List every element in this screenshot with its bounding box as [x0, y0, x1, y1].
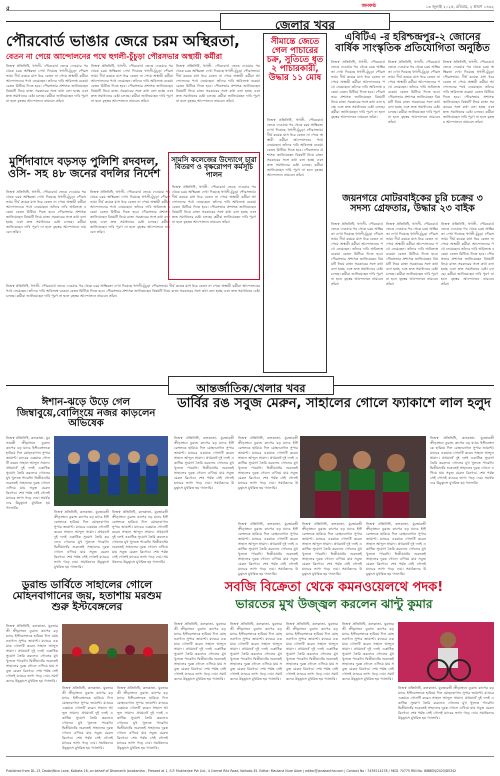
- article-body: নিজস্ব প্রতিনিধি, কলকাতা- যুবভারতী ক্রীড়াঙ্গনে ডুরান্ড কাপের বড় ম্যাচে ইস্টবেঙ্গলকে হারিয়ে দিল মোহনবাগান সুপার জায়ান্ট। ম্যাচের একমাত্র গোলটি করেন সাহাল আব্দুল সামাদ। প্রথমার্ধে দুই দলই একাধিক সুযোগ তৈরি করলেও গোলের মুখ খুলতে পারেনি। দ্বিতীয়ার্ধের শুরুতেই সাহালের দুরন্ত গোলে এগিয়ে যায় সবুজ মেরুন ব্রিগেড। শেষ পর্যন্ত সেই গোলই ম্যাচের ভাগ্য গড়ে দেয়। সমর্থকদের উচ্ছ্বাসে মুখরিত হয় গ্যালারি।: [112, 510, 168, 564]
- article-body: নিজস্ব প্রতিনিধি, হুগলী- পৌরবোর্ড ভেঙে দেওয়ার পর থেকে চরম অস্থিরতা দেখা দিয়েছে হুগলী-চুঁচুড়া পৌরসভায়। দীর্ঘ কয়েক মাস ধরে বেতন না পেয়ে অস্থায়ী কর্মীরা আন্দোলনের পথে নেমেছেন। তাঁদের দাবি অবিলম্বে বকেয়া বেতন মিটিয়ে দিতে হবে। পৌরসভার প্রশাসক জানিয়েছেন বিষয়টি নিয়ে রাজ্য সরকারের সঙ্গে কথা বলা হচ্ছে এবং দ্রুত সমাধানের চেষ্টা চলছে। কর্মীরা জানিয়েছেন দাবি পূরণ না হলে বৃহত্তর আন্দোলনে নামবেন তাঁরা।: [441, 222, 494, 286]
- article-body: নিজস্ব প্রতিনিধি, কলকাতা- যুবভারতী ক্রীড়াঙ্গনে ডুরান্ড কাপের বড় ম্যাচে ইস্টবেঙ্গলকে হারিয়ে দিল মোহনবাগান সুপার জায়ান্ট। ম্যাচের একমাত্র গোলটি করেন সাহাল আব্দুল সামাদ। প্রথমার্ধে দুই দলই একাধিক সুযোগ তৈরি করলেও গোলের মুখ খুলতে পারেনি। দ্বিতীয়ার্ধের শুরুতেই সাহালের দুরন্ত গোলে এগিয়ে যায় সবুজ মেরুন ব্রিগেড। শেষ পর্যন্ত সেই গোলই ম্যাচের ভাগ্য গড়ে দেয়। সমর্থকদের উচ্ছ্বাসে মুখরিত হয় গ্যালারি।: [302, 522, 362, 576]
- article-body: নিজস্ব প্রতিনিধি, হুগলী- পৌরবোর্ড ভেঙে দেওয়ার পর থেকে চরম অস্থিরতা দেখা দিয়েছে হুগলী-চুঁচুড়া পৌরসভায়। দীর্ঘ কয়েক মাস ধরে বেতন না পেয়ে অস্থায়ী কর্মীরা আন্দোলনের পথে নেমেছেন। তাঁদের দাবি অবিলম্বে বকেয়া বেতন মিটিয়ে দিতে হবে। পৌরসভার প্রশাসক জানিয়েছেন বিষয়টি নিয়ে রাজ্য সরকারের সঙ্গে কথা বলা হচ্ছে এবং দ্রুত সমাধানের চেষ্টা চলছে। কর্মীরা জানিয়েছেন দাবি পূরণ না হলে বৃহত্তর আন্দোলনে নামবেন তাঁরা।: [331, 222, 383, 286]
- photo-football-celebration: [300, 436, 426, 518]
- news-box-smuggling: [263, 33, 327, 373]
- article-body: নিজস্ব প্রতিনিধি, কলকাতা- যুবভারতী ক্রীড়াঙ্গনে ডুরান্ড কাপের বড় ম্যাচে ইস্টবেঙ্গলকে হারিয়ে দিল মোহনবাগান সুপার জায়ান্ট। ম্যাচের একমাত্র গোলটি করেন সাহাল আব্দুল সামাদ। প্রথমার্ধে দুই দলই একাধিক সুযোগ তৈরি করলেও গোলের মুখ খুলতে পারেনি। দ্বিতীয়ার্ধের শুরুতেই সাহালের দুরন্ত গোলে এগিয়ে যায় সবুজ মেরুন ব্রিগেড। শেষ পর্যন্ত সেই গোলই ম্যাচের ভাগ্য গড়ে দেয়। সমর্থকদের উচ্ছ্বাসে মুখরিত হয় গ্যালারি।: [398, 686, 494, 720]
- article-body: নিজস্ব প্রতিনিধি, কলকাতা- যুবভারতী ক্রীড়াঙ্গনে ডুরান্ড কাপের বড় ম্যাচে ইস্টবেঙ্গলকে হারিয়ে দিল মোহনবাগান সুপার জায়ান্ট। ম্যাচের একমাত্র গোলটি করেন সাহাল আব্দুল সামাদ। প্রথমার্ধে দুই দলই একাধিক সুযোগ তৈরি করলেও গোলের মুখ খুলতে পারেনি। দ্বিতীয়ার্ধের শুরুতেই সাহালের দুরন্ত গোলে এগিয়ে যায় সবুজ মেরুন ব্রিগেড। শেষ পর্যন্ত সেই গোলই ম্যাচের ভাগ্য গড়ে দেয়। সমর্থকদের উচ্ছ্বাসে মুখরিত হয় গ্যালারি।: [238, 436, 298, 490]
- article-body: নিজস্ব প্রতিনিধি, হুগলী- পৌরবোর্ড ভেঙে দেওয়ার পর থেকে চরম অস্থিরতা দেখা দিয়েছে হুগলী-চুঁচুড়া পৌরসভায়। দীর্ঘ কয়েক মাস ধরে বেতন না পেয়ে অস্থায়ী কর্মীরা আন্দোলনের পথে নেমেছেন। তাঁদের দাবি অবিলম্বে বকেয়া বেতন মিটিয়ে দিতে হবে। পৌরসভার প্রশাসক জানিয়েছেন বিষয়টি নিয়ে রাজ্য সরকারের সঙ্গে কথা বলা হচ্ছে এবং দ্রুত সমাধানের চেষ্টা চলছে। কর্মীরা জানিয়েছেন দাবি পূরণ না হলে বৃহত্তর আন্দোলনে নামবেন তাঁরা।: [443, 60, 494, 124]
- headline-murshidabad: মুর্শিদাবাদে বড়সড় পুলিশি রদবদল, ওসি- সহ ৪৮ জনের বদলির নির্দেশ: [7, 155, 161, 180]
- article-body: নিজস্ব প্রতিনিধি, হুগলী- পৌরবোর্ড ভেঙে দেওয়ার পর থেকে চরম অস্থিরতা দেখা দিয়েছে হুগলী-চুঁচুড়া পৌরসভায়। দীর্ঘ কয়েক মাস ধরে বেতন না পেয়ে অস্থায়ী কর্মীরা আন্দোলনের পথে নেমেছেন। তাঁদের দাবি অবিলম্বে বকেয়া বেতন মিটিয়ে দিতে হবে। পৌরসভার প্রশাসক জানিয়েছেন বিষয়টি নিয়ে রাজ্য সরকারের সঙ্গে কথা বলা হচ্ছে এবং দ্রুত সমাধানের চেষ্টা চলছে। কর্মীরা জানিয়েছেন দাবি পূরণ না হলে বৃহত্তর আন্দোলনে নামবেন তাঁরা।: [6, 284, 260, 298]
- headline-jaynagar: জয়নগরে মোটরবাইকের চুরি চক্রের ৩ সদস্য গ্রেফতার, উদ্ধার ২৩ বাইক: [342, 193, 483, 214]
- section-title-international-sports: আন্তর্জাতিক/খেলার খবর: [168, 376, 334, 395]
- footer-imprint: Published from DL-13, Dadar/Nice Lane, Kolkata-16, on behalf of Dhamanik Janakantha , Pressed at 1, S.P. Mukherjee Pvt Ltd., 4 Carmel Ritz Road, Kolkata-35. Editor: Maulana Nure Alam | editor@janakantha.com | Contact No : 7439214278 / 9831 70775 RNI No. WBBEN/2025/85342: [6, 756, 494, 764]
- page-header: [6, 3, 494, 11]
- article-body: নিজস্ব প্রতিনিধি, কলকাতা- যুবভারতী ক্রীড়াঙ্গনে ডুরান্ড কাপের বড় ম্যাচে ইস্টবেঙ্গলকে হারিয়ে দিল মোহনবাগান সুপার জায়ান্ট। ম্যাচের একমাত্র গোলটি করেন সাহাল আব্দুল সামাদ। প্রথমার্ধে দুই দলই একাধিক সুযোগ তৈরি করলেও গোলের মুখ খুলতে পারেনি। দ্বিতীয়ার্ধের শুরুতেই সাহালের দুরন্ত গোলে এগিয়ে যায় সবুজ মেরুন ব্রিগেড। শেষ পর্যন্ত সেই গোলই ম্যাচের ভাগ্য গড়ে দেয়। সমর্থকদের উচ্ছ্বাসে মুখরিত হয় গ্যালারি।: [430, 436, 494, 485]
- article-body: নিজস্ব প্রতিনিধি, কলকাতা- যুবভারতী ক্রীড়াঙ্গনে ডুরান্ড কাপের বড় ম্যাচে ইস্টবেঙ্গলকে হারিয়ে দিল মোহনবাগান সুপার জায়ান্ট। ম্যাচের একমাত্র গোলটি করেন সাহাল আব্দুল সামাদ। প্রথমার্ধে দুই দলই একাধিক সুযোগ তৈরি করলেও গোলের মুখ খুলতে পারেনি। দ্বিতীয়ার্ধের শুরুতেই সাহালের দুরন্ত গোলে এগিয়ে যায় সবুজ মেরুন ব্রিগেড। শেষ পর্যন্ত সেই গোলই ম্যাচের ভাগ্য গড়ে দেয়। সমর্থকদের উচ্ছ্বাসে মুখরিত হয় গ্যালারি।: [174, 622, 226, 681]
- article-body: নিজস্ব প্রতিনিধি, কলকাতা- যুবভারতী ক্রীড়াঙ্গনে ডুরান্ড কাপের বড় ম্যাচে ইস্টবেঙ্গলকে হারিয়ে দিল মোহনবাগান সুপার জায়ান্ট। ম্যাচের একমাত্র গোলটি করেন সাহাল আব্দুল সামাদ। প্রথমার্ধে দুই দলই একাধিক সুযোগ তৈরি করলেও গোলের মুখ খুলতে পারেনি। দ্বিতীয়ার্ধের শুরুতেই সাহালের দুরন্ত গোলে এগিয়ে যায় সবুজ মেরুন ব্রিগেড। শেষ পর্যন্ত সেই গোলই ম্যাচের ভাগ্য গড়ে দেয়। সমর্থকদের উচ্ছ্বাসে মুখরিত হয় গ্যালারি।: [342, 622, 394, 681]
- page-number: ৫: [6, 5, 10, 12]
- cricket-players-image: [54, 436, 168, 506]
- photo-derby-fans: [62, 624, 168, 682]
- fans-image: [62, 624, 168, 682]
- photo-cricket-team: [54, 436, 168, 506]
- article-body: নিজস্ব প্রতিনিধি, হুগলী- পৌরবোর্ড ভেঙে দেওয়ার পর থেকে চরম অস্থিরতা দেখা দিয়েছে হুগলী-চুঁচুড়া পৌরসভায়। দীর্ঘ কয়েক মাস ধরে বেতন না পেয়ে অস্থায়ী কর্মীরা আন্দোলনের পথে নেমেছেন। তাঁদের দাবি অবিলম্বে বকেয়া বেতন মিটিয়ে দিতে হবে। পৌরসভার প্রশাসক জানিয়েছেন বিষয়টি নিয়ে রাজ্য সরকারের সঙ্গে কথা বলা হচ্ছে এবং দ্রুত সমাধানের চেষ্টা চলছে। কর্মীরা জানিয়েছেন দাবি পূরণ না হলে বৃহত্তর আন্দোলনে নামবেন তাঁরা।: [6, 190, 86, 234]
- section-rule: [334, 385, 494, 386]
- section-rule: [390, 21, 494, 22]
- headline-derby: ডার্বির রঙ সবুজ মেরুন, সাহালের গোলে ফ্যাকাশে লাল হলুদ: [177, 396, 491, 411]
- article-body: নিজস্ব প্রতিনিধি, কলকাতা- যুবভারতী ক্রীড়াঙ্গনে ডুরান্ড কাপের বড় ম্যাচে ইস্টবেঙ্গলকে হারিয়ে দিল মোহনবাগান সুপার জায়ান্ট। ম্যাচের একমাত্র গোলটি করেন সাহাল আব্দুল সামাদ। প্রথমার্ধে দুই দলই একাধিক সুযোগ তৈরি করলেও গোলের মুখ খুলতে পারেনি। দ্বিতীয়ার্ধের শুরুতেই সাহালের দুরন্ত গোলে এগিয়ে যায় সবুজ মেরুন ব্রিগেড। শেষ পর্যন্ত সেই গোলই ম্যাচের ভাগ্য গড়ে দেয়। সমর্থকদের উচ্ছ্বাসে মুখরিত হয় গ্যালারি।: [6, 624, 58, 683]
- section-rule: [6, 385, 168, 386]
- article-body: নিজস্ব প্রতিনিধি, কলকাতা- যুবভারতী ক্রীড়াঙ্গনে ডুরান্ড কাপের বড় ম্যাচে ইস্টবেঙ্গলকে হারিয়ে দিল মোহনবাগান সুপার জায়ান্ট। ম্যাচের একমাত্র গোলটি করেন সাহাল আব্দুল সামাদ। প্রথমার্ধে দুই দলই একাধিক সুযোগ তৈরি করলেও গোলের মুখ খুলতে পারেনি। দ্বিতীয়ার্ধের শুরুতেই সাহালের দুরন্ত গোলে এগিয়ে যায় সবুজ মেরুন ব্রিগেড। শেষ পর্যন্ত সেই গোলই ম্যাচের ভাগ্য গড়ে দেয়। সমর্থকদের উচ্ছ্বাসে মুখরিত হয় গ্যালারি।: [238, 522, 298, 576]
- footballers-image: [300, 436, 426, 518]
- article-body: নিজস্ব প্রতিনিধি, কলকাতা- যুবভারতী ক্রীড়াঙ্গনে ডুরান্ড কাপের বড় ম্যাচে ইস্টবেঙ্গলকে হারিয়ে দিল মোহনবাগান সুপার জায়ান্ট। ম্যাচের একমাত্র গোলটি করেন সাহাল আব্দুল সামাদ। প্রথমার্ধে দুই দলই একাধিক সুযোগ তৈরি করলেও গোলের মুখ খুলতে পারেনি। দ্বিতীয়ার্ধের শুরুতেই সাহালের দুরন্ত গোলে এগিয়ে যায় সবুজ মেরুন ব্রিগেড। শেষ পর্যন্ত সেই গোলই ম্যাচের ভাগ্য গড়ে দেয়। সমর্থকদের উচ্ছ্বাসে মুখরিত হয় গ্যালারি।: [174, 436, 234, 490]
- article-body: নিজস্ব প্রতিনিধি, হুগলী- পৌরবোর্ড ভেঙে দেওয়ার পর থেকে চরম অস্থিরতা দেখা দিয়েছে হুগলী-চুঁচুড়া পৌরসভায়। দীর্ঘ কয়েক মাস ধরে বেতন না পেয়ে অস্থায়ী কর্মীরা আন্দোলনের পথে নেমেছেন। তাঁদের দাবি অবিলম্বে বকেয়া বেতন মিটিয়ে দিতে হবে। পৌরসভার প্রশাসক জানিয়েছেন বিষয়টি নিয়ে রাজ্য সরকারের সঙ্গে কথা বলা হচ্ছে এবং দ্রুত সমাধানের চেষ্টা চলছে। কর্মীরা জানিয়েছেন দাবি পূরণ না হলে বৃহত্তর আন্দোলনে নামবেন তাঁরা।: [172, 185, 256, 225]
- headline-jhantu: ভারতের মুখ উজ্জ্বল করলেন ঝান্টু কুমার: [235, 597, 433, 611]
- article-body: নিজস্ব প্রতিনিধি, হুগলী- পৌরবোর্ড ভেঙে দেওয়ার পর থেকে চরম অস্থিরতা দেখা দিয়েছে হুগলী-চুঁচুড়া পৌরসভায়। দীর্ঘ কয়েক মাস ধরে বেতন না পেয়ে অস্থায়ী কর্মীরা আন্দোলনের পথে নেমেছেন। তাঁদের দাবি অবিলম্বে বকেয়া বেতন মিটিয়ে দিতে হবে। পৌরসভার প্রশাসক জানিয়েছেন বিষয়টি নিয়ে রাজ্য সরকারের সঙ্গে কথা বলা হচ্ছে এবং দ্রুত সমাধানের চেষ্টা চলছে। কর্মীরা জানিয়েছেন দাবি পূরণ না হলে বৃহত্তর আন্দোলনে নামবেন তাঁরা।: [267, 118, 323, 177]
- section-title-district: জেলার খবর: [220, 13, 390, 30]
- wheelchair-athlete-image: [398, 622, 494, 682]
- headline-ishan: ঈশান-ঝড়ে উড়ে গেল জিম্বাবুয়ে,বোলিংয়ে নজর কাড়লেন অভিষেক: [16, 397, 156, 429]
- photo-abta-event: নিজস্ব প্রতিনিধি, হুগলী- পৌরবোর্ড ভেঙে দেওয়ার পর থেকে চরম অস্থিরতা দেখা দিয়েছে হুগলী-চুঁচুড়া পৌরসভায়। দীর্ঘ কয়েক মাস ধরে বেতন না পেয়ে অস্থায়ী কর্মীরা আন্দোলনের পথে নেমেছেন। তাঁদের দাবি অবিলম্বে বকেয়া বেতন মিটিয়ে দিতে হবে। পৌরসভার প্রশাসক জানিয়েছেন বিষয়টি নিয়ে রাজ্য সরকারের সঙ্গে কথা বলা হচ্ছে এবং দ্রুত সমাধানের চেষ্টা চলছে। কর্মীরা জানিয়েছেন দাবি পূরণ না হলে বৃহত্তর আন্দোলনে নামবেন তাঁরা।: [388, 60, 440, 188]
- article-body: নিজস্ব প্রতিনিধি, কলকাতা- যুবভারতী ক্রীড়াঙ্গনে ডুরান্ড কাপের বড় ম্যাচে ইস্টবেঙ্গলকে হারিয়ে দিল মোহনবাগান সুপার জায়ান্ট। ম্যাচের একমাত্র গোলটি করেন সাহাল আব্দুল সামাদ। প্রথমার্ধে দুই দলই একাধিক সুযোগ তৈরি করলেও গোলের মুখ খুলতে পারেনি। দ্বিতীয়ার্ধের শুরুতেই সাহালের দুরন্ত গোলে এগিয়ে যায় সবুজ মেরুন ব্রিগেড। শেষ পর্যন্ত সেই গোলই ম্যাচের ভাগ্য গড়ে দেয়। সমর্থকদের উচ্ছ্বাসে মুখরিত হয় গ্যালারি।: [54, 510, 109, 569]
- masthead-logo: জনকণ্ঠ: [361, 3, 376, 9]
- article-body: নিজস্ব প্রতিনিধি, হুগলী- পৌরবোর্ড ভেঙে দেওয়ার পর থেকে চরম অস্থিরতা দেখা দিয়েছে হুগলী-চুঁচুড়া পৌরসভায়। দীর্ঘ কয়েক মাস ধরে বেতন না পেয়ে অস্থায়ী কর্মীরা আন্দোলনের পথে নেমেছেন। তাঁদের দাবি অবিলম্বে বকেয়া বেতন মিটিয়ে দিতে হবে। পৌরসভার প্রশাসক জানিয়েছেন বিষয়টি নিয়ে রাজ্য সরকারের সঙ্গে কথা বলা হচ্ছে এবং দ্রুত সমাধানের চেষ্টা চলছে। কর্মীরা জানিয়েছেন দাবি পূরণ না হলে বৃহত্তর আন্দোলনে নামবেন তাঁরা।: [331, 60, 385, 119]
- article-body: নিজস্ব প্রতিনিধি, কলকাতা- যুবভারতী ক্রীড়াঙ্গনে ডুরান্ড কাপের বড় ম্যাচে ইস্টবেঙ্গলকে হারিয়ে দিল মোহনবাগান সুপার জায়ান্ট। ম্যাচের একমাত্র গোলটি করেন সাহাল আব্দুল সামাদ। প্রথমার্ধে দুই দলই একাধিক সুযোগ তৈরি করলেও গোলের মুখ খুলতে পারেনি। দ্বিতীয়ার্ধের শুরুতেই সাহালের দুরন্ত গোলে এগিয়ে যায় সবুজ মেরুন ব্রিগেড। শেষ পর্যন্ত সেই গোলই ম্যাচের ভাগ্য গড়ে দেয়। সমর্থকদের উচ্ছ্বাসে মুখরিত হয় গ্যালারি।: [62, 686, 113, 750]
- article-body: নিজস্ব প্রতিনিধি, কলকাতা- যুবভারতী ক্রীড়াঙ্গনে ডুরান্ড কাপের বড় ম্যাচে ইস্টবেঙ্গলকে হারিয়ে দিল মোহনবাগান সুপার জায়ান্ট। ম্যাচের একমাত্র গোলটি করেন সাহাল আব্দুল সামাদ। প্রথমার্ধে দুই দলই একাধিক সুযোগ তৈরি করলেও গোলের মুখ খুলতে পারেনি। দ্বিতীয়ার্ধের শুরুতেই সাহালের দুরন্ত গোলে এগিয়ে যায় সবুজ মেরুন ব্রিগেড। শেষ পর্যন্ত সেই গোলই ম্যাচের ভাগ্য গড়ে দেয়। সমর্থকদের উচ্ছ্বাসে মুখরিত হয় গ্যালারি।: [366, 522, 426, 576]
- photo-jhantu-kumar: [398, 622, 494, 682]
- article-body: নিজস্ব প্রতিনিধি, কলকাতা- যুবভারতী ক্রীড়াঙ্গনে ডুরান্ড কাপের বড় ম্যাচে ইস্টবেঙ্গলকে হারিয়ে দিল মোহনবাগান সুপার জায়ান্ট। ম্যাচের একমাত্র গোলটি করেন সাহাল আব্দুল সামাদ। প্রথমার্ধে দুই দলই একাধিক সুযোগ তৈরি করলেও গোলের মুখ খুলতে পারেনি। দ্বিতীয়ার্ধের শুরুতেই সাহালের দুরন্ত গোলে এগিয়ে যায় সবুজ মেরুন ব্রিগেড। শেষ পর্যন্ত সেই গোলই ম্যাচের ভাগ্য গড়ে দেয়। সমর্থকদের উচ্ছ্বাসে মুখরিত হয় গ্যালারি।: [230, 622, 282, 681]
- article-body: নিজস্ব প্রতিনিধি, হুগলী- পৌরবোর্ড ভেঙে দেওয়ার পর থেকে চরম অস্থিরতা দেখা দিয়েছে হুগলী-চুঁচুড়া পৌরসভায়। দীর্ঘ কয়েক মাস ধরে বেতন না পেয়ে অস্থায়ী কর্মীরা আন্দোলনের পথে নেমেছেন। তাঁদের দাবি অবিলম্বে বকেয়া বেতন মিটিয়ে দিতে হবে। পৌরসভার প্রশাসক জানিয়েছেন বিষয়টি নিয়ে রাজ্য সরকারের সঙ্গে কথা বলা হচ্ছে এবং দ্রুত সমাধানের চেষ্টা চলছে। কর্মীরা জানিয়েছেন দাবি পূরণ না হলে বৃহত্তর আন্দোলনে নামবেন তাঁরা।: [90, 190, 170, 234]
- article-body: নিজস্ব প্রতিনিধি, কলকাতা- যুবভারতী ক্রীড়াঙ্গনে ডুরান্ড কাপের বড় ম্যাচে ইস্টবেঙ্গলকে হারিয়ে দিল মোহনবাগান সুপার জায়ান্ট। ম্যাচের একমাত্র গোলটি করেন সাহাল আব্দুল সামাদ। প্রথমার্ধে দুই দলই একাধিক সুযোগ তৈরি করলেও গোলের মুখ খুলতে পারেনি। দ্বিতীয়ার্ধের শুরুতেই সাহালের দুরন্ত গোলে এগিয়ে যায় সবুজ মেরুন ব্রিগেড। শেষ পর্যন্ত সেই গোলই ম্যাচের ভাগ্য গড়ে দেয়। সমর্থকদের উচ্ছ্বাসে মুখরিত হয় গ্যালারি।: [6, 436, 50, 510]
- headline-samsi: সামসি কলেজের উদ্যোগে চারা বিতরণ ও বৃক্ষরোপণ কর্মসূচি পালন: [171, 156, 257, 179]
- headline-pourboard: পৌরবোর্ড ভাঙার জেরে চরম অস্থিরতা,: [6, 32, 240, 50]
- dateline: ১৩ জুলাই ২০২৫, রবিবার, ২ শ্রাবণ ১৪৩২: [425, 4, 494, 9]
- headline-durand: ডুরান্ড ডার্বিতে সাহালের গোলে মোহনবাগানের জয়, হতাশায় মরশুম শুরু ইস্টবেঙ্গলের: [12, 579, 162, 614]
- article-body: নিজস্ব প্রতিনিধি, হুগলী- পৌরবোর্ড ভেঙে দেওয়ার পর থেকে চরম অস্থিরতা দেখা দিয়েছে হুগলী-চুঁচুড়া পৌরসভায়। দীর্ঘ কয়েক মাস ধরে বেতন না পেয়ে অস্থায়ী কর্মীরা আন্দোলনের পথে নেমেছেন। তাঁদের দাবি অবিলম্বে বকেয়া বেতন মিটিয়ে দিতে হবে। পৌরসভার প্রশাসক জানিয়েছেন বিষয়টি নিয়ে রাজ্য সরকারের সঙ্গে কথা বলা হচ্ছে এবং দ্রুত সমাধানের চেষ্টা চলছে। কর্মীরা জানিয়েছেন দাবি পূরণ না হলে বৃহত্তর আন্দোলনে নামবেন তাঁরা।: [6, 64, 88, 103]
- headline-sabji: সবজি বিক্রেতা থেকে কমনওয়েলথে পদক!: [224, 580, 444, 595]
- article-body: নিজস্ব প্রতিনিধি, কলকাতা- যুবভারতী ক্রীড়াঙ্গনে ডুরান্ড কাপের বড় ম্যাচে ইস্টবেঙ্গলকে হারিয়ে দিল মোহনবাগান সুপার জায়ান্ট। ম্যাচের একমাত্র গোলটি করেন সাহাল আব্দুল সামাদ। প্রথমার্ধে দুই দলই একাধিক সুযোগ তৈরি করলেও গোলের মুখ খুলতে পারেনি। দ্বিতীয়ার্ধের শুরুতেই সাহালের দুরন্ত গোলে এগিয়ে যায় সবুজ মেরুন ব্রিগেড। শেষ পর্যন্ত সেই গোলই ম্যাচের ভাগ্য গড়ে দেয়। সমর্থকদের উচ্ছ্বাসে মুখরিত হয় গ্যালারি।: [286, 622, 338, 681]
- article-body: নিজস্ব প্রতিনিধি, হুগলী- পৌরবোর্ড ভেঙে দেওয়ার পর থেকে চরম অস্থিরতা দেখা দিয়েছে হুগলী-চুঁচুড়া পৌরসভায়। দীর্ঘ কয়েক মাস ধরে বেতন না পেয়ে অস্থায়ী কর্মীরা আন্দোলনের পথে নেমেছেন। তাঁদের দাবি অবিলম্বে বকেয়া বেতন মিটিয়ে দিতে হবে। পৌরসভার প্রশাসক জানিয়েছেন বিষয়টি নিয়ে রাজ্য সরকারের সঙ্গে কথা বলা হচ্ছে এবং দ্রুত সমাধানের চেষ্টা চলছে। কর্মীরা জানিয়েছেন দাবি পূরণ না হলে বৃহত্তর আন্দোলনে নামবেন তাঁরা।: [91, 64, 173, 103]
- news-box-samsi: [168, 152, 260, 280]
- article-body: নিজস্ব প্রতিনিধি, হুগলী- পৌরবোর্ড ভেঙে দেওয়ার পর থেকে চরম অস্থিরতা দেখা দিয়েছে হুগলী-চুঁচুড়া পৌরসভায়। দীর্ঘ কয়েক মাস ধরে বেতন না পেয়ে অস্থায়ী কর্মীরা আন্দোলনের পথে নেমেছেন। তাঁদের দাবি অবিলম্বে বকেয়া বেতন মিটিয়ে দিতে হবে। পৌরসভার প্রশাসক জানিয়েছেন বিষয়টি নিয়ে রাজ্য সরকারের সঙ্গে কথা বলা হচ্ছে এবং দ্রুত সমাধানের চেষ্টা চলছে। কর্মীরা জানিয়েছেন দাবি পূরণ না হলে বৃহত্তর আন্দোলনে নামবেন তাঁরা।: [386, 222, 438, 286]
- headline-abta: এবিটিএ -র হরিশ্চন্দ্রপুর-২ জোনের বার্ষিক সাংস্কৃতিক প্রতিযোগিতা অনুষ্ঠিত: [335, 32, 490, 54]
- article-body: নিজস্ব প্রতিনিধি, কলকাতা- যুবভারতী ক্রীড়াঙ্গনে ডুরান্ড কাপের বড় ম্যাচে ইস্টবেঙ্গলকে হারিয়ে দিল মোহনবাগান সুপার জায়ান্ট। ম্যাচের একমাত্র গোলটি করেন সাহাল আব্দুল সামাদ। প্রথমার্ধে দুই দলই একাধিক সুযোগ তৈরি করলেও গোলের মুখ খুলতে পারেনি। দ্বিতীয়ার্ধের শুরুতেই সাহালের দুরন্ত গোলে এগিয়ে যায় সবুজ মেরুন ব্রিগেড। শেষ পর্যন্ত সেই গোলই ম্যাচের ভাগ্য গড়ে দেয়। সমর্থকদের উচ্ছ্বাসে মুখরিত হয় গ্যালারি।: [117, 686, 168, 750]
- subhead-pourboard: বেতন না পেয়ে আন্দোলনের পথে হুগলী-চুঁচুড়া পৌরসভার অস্থায়ী কর্মীরা: [6, 52, 223, 61]
- section-rule: [6, 21, 220, 22]
- article-body: নিজস্ব প্রতিনিধি, হুগলী- পৌরবোর্ড ভেঙে দেওয়ার পর থেকে চরম অস্থিরতা দেখা দিয়েছে হুগলী-চুঁচুড়া পৌরসভায়। দীর্ঘ কয়েক মাস ধরে বেতন না পেয়ে অস্থায়ী কর্মীরা আন্দোলনের পথে নেমেছেন। তাঁদের দাবি অবিলম্বে বকেয়া বেতন মিটিয়ে দিতে হবে। পৌরসভার প্রশাসক জানিয়েছেন বিষয়টি নিয়ে রাজ্য সরকারের সঙ্গে কথা বলা হচ্ছে এবং দ্রুত সমাধানের চেষ্টা চলছে। কর্মীরা জানিয়েছেন দাবি পূরণ না হলে বৃহত্তর আন্দোলনে নামবেন তাঁরা।: [176, 64, 260, 103]
- headline-smuggling: সীমান্তে জেতে গেল পাচারের চক্র, সুতিতে ধৃত ২ পাচারকারী, উদ্ধার ১১ মোষ: [266, 37, 324, 83]
